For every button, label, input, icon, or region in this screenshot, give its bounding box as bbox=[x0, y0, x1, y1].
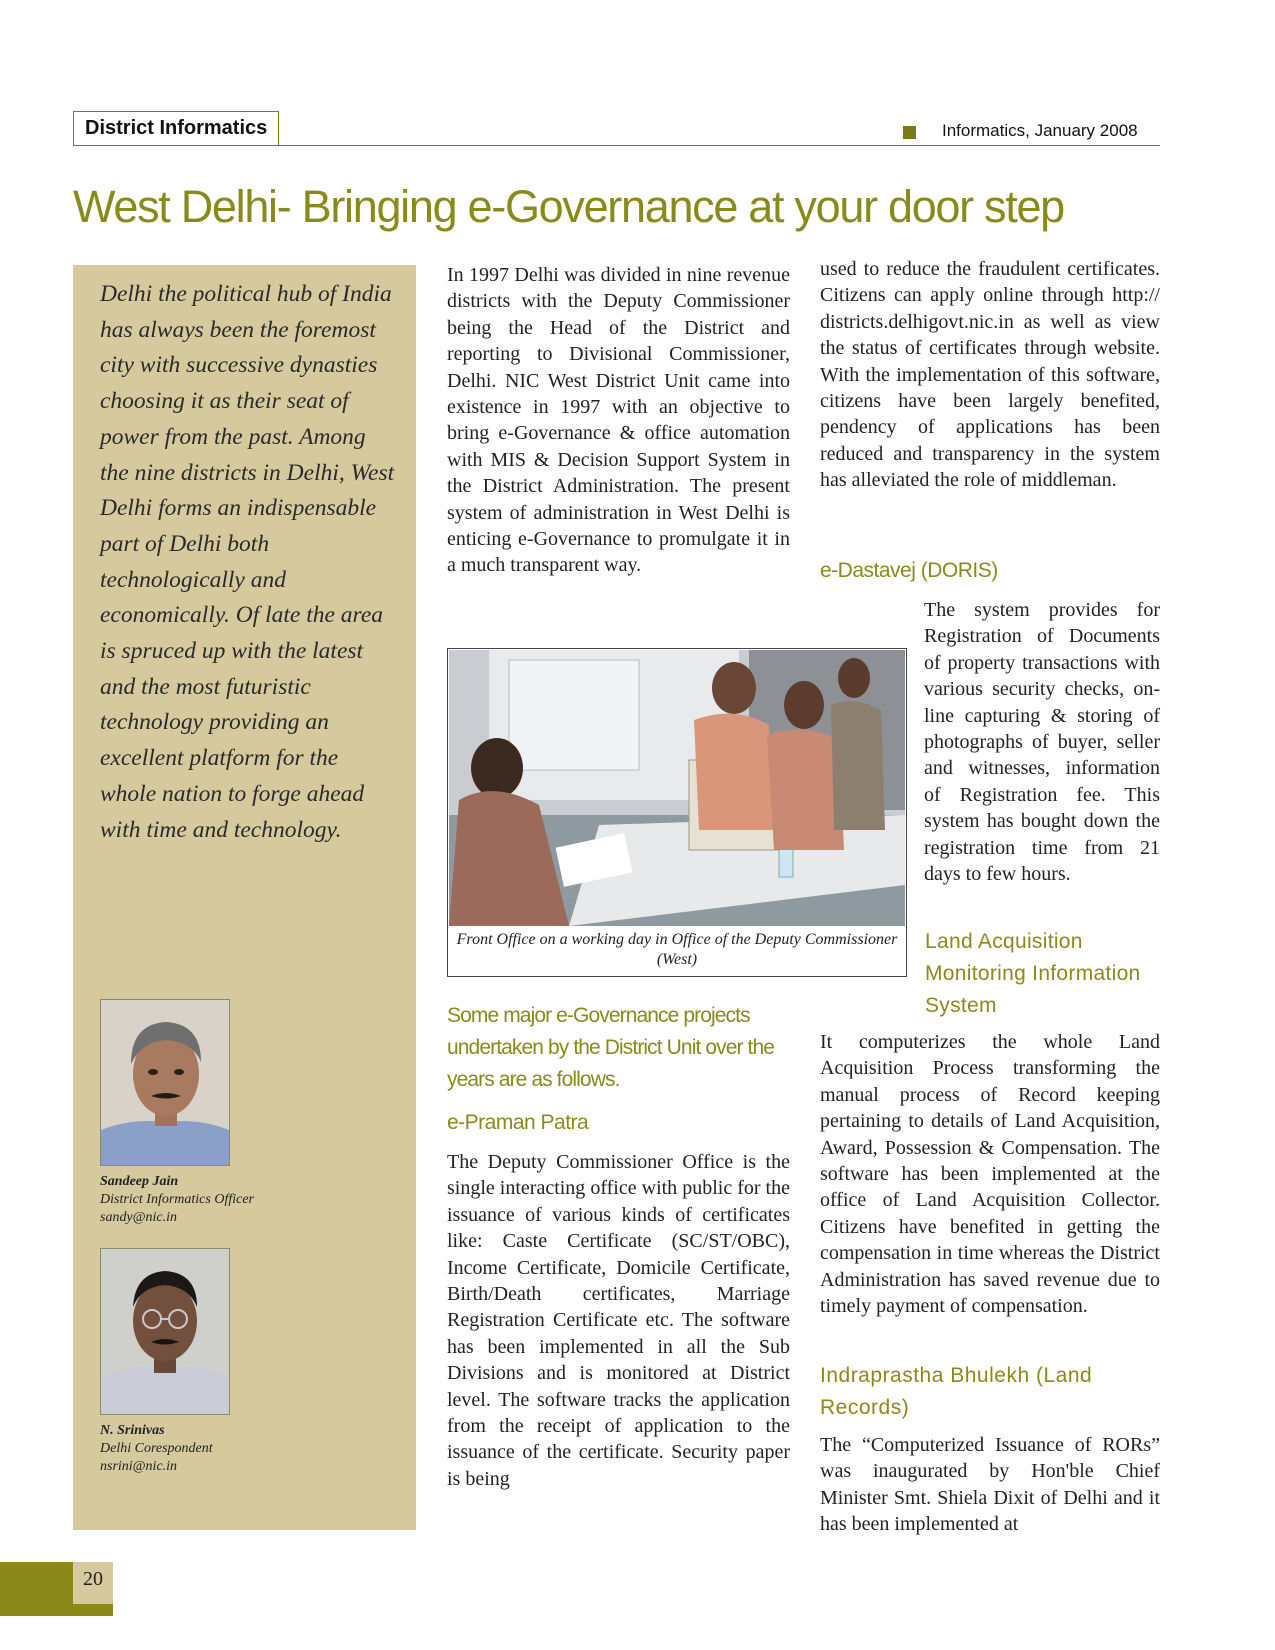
text-wrap-spacer bbox=[820, 597, 924, 913]
limis-paragraph: It computerizes the whole Land Acquisition Process transforming the manual process of Record keeping pertaining to details of Land Acquisition, Award, Possession & Compensation. The software has been implemented at the office of Land Acquisition Collector. Citizens have benefited in getting the compensation in time whereas the District Administration has saved revenue due to timely payment of compensation. bbox=[820, 1031, 1160, 1318]
figure-caption: Front Office on a working day in Office of the Deputy Commissioner (West) bbox=[456, 931, 898, 968]
praman-heading: e-Praman Patra bbox=[447, 1111, 589, 1134]
dastavej-paragraph bbox=[820, 597, 1160, 913]
author-role: District Informatics Officer bbox=[100, 1192, 254, 1207]
author-credit-1 bbox=[100, 1173, 400, 1227]
author-name: Sandeep Jain bbox=[100, 1174, 179, 1189]
author-role: Delhi Corespondent bbox=[100, 1441, 213, 1456]
author-name: N. Srinivas bbox=[100, 1423, 165, 1438]
header-rule bbox=[73, 145, 1160, 146]
dastavej-text: The system provides for Registration of Documents of property transactions with various security checks, on-line capturing & storing of photographs of buyer, seller and witnesses, information of Registration fee. This system has bought down the registration time from 21 days to few hours. bbox=[924, 599, 1160, 886]
section-tag: District Informatics bbox=[73, 111, 279, 146]
bhulekh-heading: Indraprastha Bhulekh (Land Records) bbox=[820, 1364, 1093, 1419]
issue-line: Informatics, January 2008 bbox=[942, 121, 1138, 140]
author-email[interactable]: sandy@nic.in bbox=[100, 1210, 178, 1225]
intro-paragraph: In 1997 Delhi was divided in nine revenue districts with the Deputy Commissioner being the Head of the District and reporting to Divisional Commissioner, Delhi. NIC West District Unit came into existence in 1997 with an objective to bring e-Governance & office automation with MIS & Decision Support System in the District Administration. The present system of administration in West Delhi is enticing e-Governance to promulgate it in a much transparent way. bbox=[447, 264, 790, 577]
author-credit-2 bbox=[100, 1422, 400, 1476]
issue-marker bbox=[903, 126, 916, 139]
author-email[interactable]: nsrini@nic.in bbox=[100, 1459, 178, 1474]
portrait-image bbox=[101, 1000, 229, 1165]
dastavej-heading: e-Dastavej (DORIS) bbox=[820, 559, 998, 582]
page-number: 20 bbox=[83, 1568, 103, 1590]
author-photo-1 bbox=[100, 999, 230, 1166]
page-bar-bottom bbox=[73, 1604, 113, 1616]
projects-heading: Some major e-Governance projects undertaken by the District Unit over the years are as follows. bbox=[447, 1004, 775, 1091]
headline: West Delhi- Bringing e-Governance at your door step bbox=[73, 181, 1064, 232]
praman-paragraph: The Deputy Commissioner Office is the single interacting office with public for the issuance of various kinds of certificates like: Caste Certificate (SC/ST/OBC), Income Certificate, Domicile Certificate, Birth/Death certificates, Marriage Registration Certificate etc. The software has been implemented in all the Sub Divisions and is monitored at District level. The software tracks the application from the receipt of application to the issuance of the certificate. Security paper is being bbox=[447, 1151, 790, 1490]
limis-heading: Land Acquisition Monitoring Information System bbox=[925, 930, 1141, 1017]
praman-paragraph-continued: used to reduce the fraudulent certificates. Citizens can apply online through http:// districts.delhigovt.nic.in as well as view the status of certificates through website. With the implementation of this software, citizens have been largely benefited, pendency of applications has been reduced and transparency in the system has alleviated the role of middleman. bbox=[820, 258, 1160, 492]
author-photo-2 bbox=[100, 1248, 230, 1415]
sidebar-quote: Delhi the political hub of India has always been the foremost city with successive dynasties choosing it as their seat of power from the past. Among the nine districts in Delhi, West Delhi forms an indispensable part of Delhi both technologically and economically. Of late the area is spruced up with the latest and the most futuristic technology providing an excellent platform for the whole nation to forge ahead with time and technology. bbox=[100, 281, 395, 843]
portrait-image bbox=[101, 1249, 229, 1414]
page-bar bbox=[0, 1562, 73, 1616]
bhulekh-paragraph: The “Computerized Issuance of RORs” was inaugurated by Hon'ble Chief Minister Smt. Shiela Dixit of Delhi and it has been implemented at bbox=[820, 1434, 1160, 1536]
